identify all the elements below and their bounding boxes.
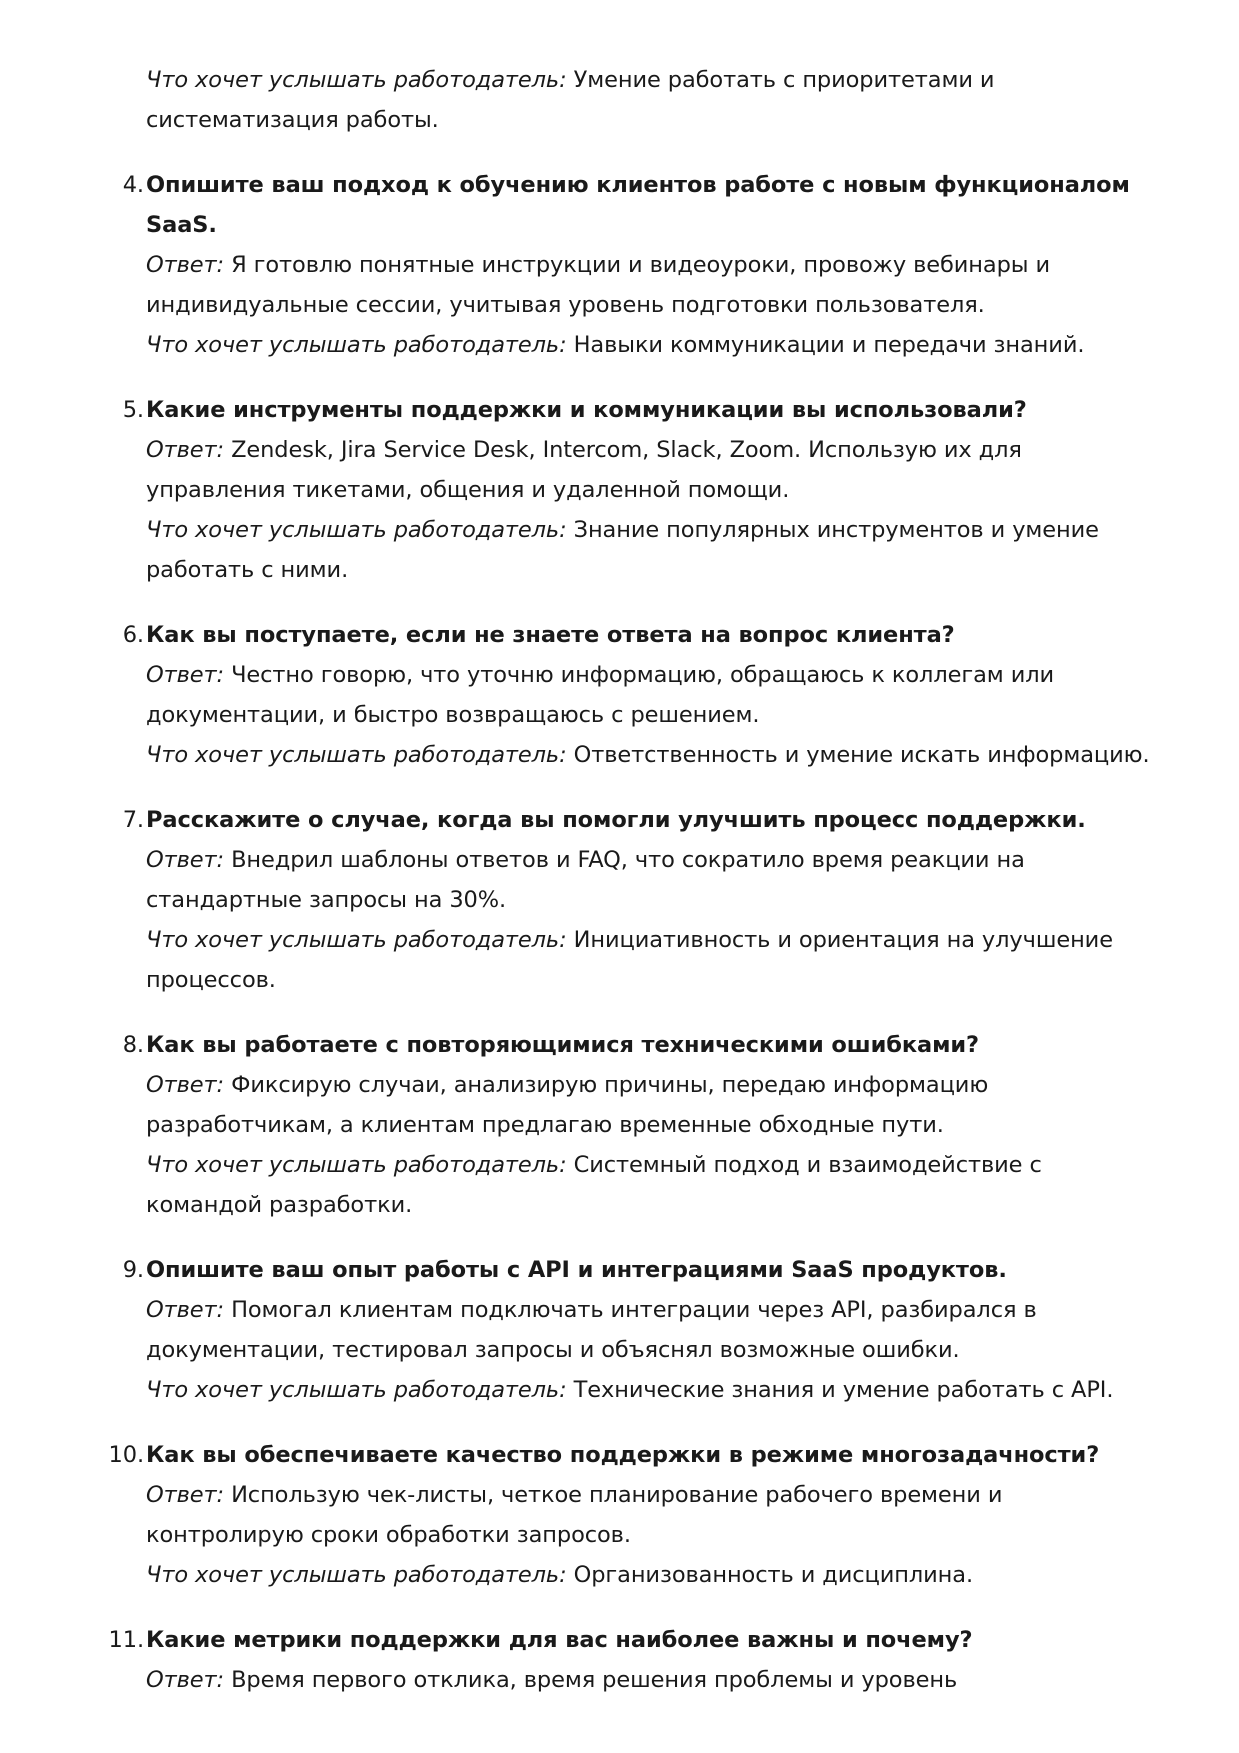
expect-text: Ответственность и умение искать информацию. <box>566 742 1150 768</box>
answer-text: Я готовлю понятные инструкции и видеоуроки, провожу вебинары и индивидуальные сессии, учитывая уровень подготовки пользователя. <box>146 252 1051 318</box>
expect-text: Технические знания и умение работать с API. <box>566 1377 1114 1403</box>
qa-number: 6. <box>122 622 144 648</box>
answer-line <box>146 655 1156 735</box>
answer-label: Ответ: <box>146 437 225 463</box>
qa-number: 5. <box>122 397 144 423</box>
qa-item <box>122 1250 1156 1410</box>
qa-number: 8. <box>122 1032 144 1058</box>
qa-number: 11. <box>108 1627 144 1653</box>
expect-line <box>146 735 1156 775</box>
answer-text: Использую чек-листы, четкое планирование рабочего времени и контролирую сроки обработки запросов. <box>146 1482 1003 1548</box>
answer-line <box>146 430 1156 510</box>
expect-line <box>146 1370 1156 1410</box>
qa-number: 4. <box>122 172 144 198</box>
expect-label: Что хочет услышать работодатель: <box>146 1152 567 1178</box>
expect-label: Что хочет услышать работодатель: <box>146 927 567 953</box>
expect-label: Что хочет услышать работодатель: <box>146 1377 567 1403</box>
answer-text: Внедрил шаблоны ответов и FAQ, что сократило время реакции на стандартные запросы на 30%. <box>146 847 1025 913</box>
question-text: Какие инструменты поддержки и коммуникации вы использовали? <box>146 397 1027 423</box>
qa-item <box>108 1620 1156 1700</box>
expect-label: Что хочет услышать работодатель: <box>146 742 567 768</box>
answer-label: Ответ: <box>146 1667 225 1693</box>
expect-line <box>146 510 1156 590</box>
answer-line <box>146 1065 1156 1145</box>
question-text: Расскажите о случае, когда вы помогли улучшить процесс поддержки. <box>146 807 1086 833</box>
question-text: Как вы работаете с повторяющимися техническими ошибками? <box>146 1032 980 1058</box>
answer-text: Zendesk, Jira Service Desk, Intercom, Slack, Zoom. Использую их для управления тикетами, общения и удаленной помощи. <box>146 437 1022 503</box>
question-text: Как вы поступаете, если не знаете ответа на вопрос клиента? <box>146 622 955 648</box>
expect-line <box>146 1555 1156 1595</box>
answer-line <box>146 1660 1156 1700</box>
answer-line <box>146 840 1156 920</box>
qa-item <box>122 390 1156 590</box>
expect-text: Организованность и дисциплина. <box>566 1562 974 1588</box>
qa-item <box>108 1435 1156 1595</box>
expect-line <box>146 920 1156 1000</box>
question-text: Опишите ваш подход к обучению клиентов работе с новым функционалом SaaS. <box>146 172 1130 238</box>
expect-line <box>146 1145 1156 1225</box>
intro-expectation <box>146 60 1156 140</box>
answer-label: Ответ: <box>146 1297 225 1323</box>
qa-number: 9. <box>122 1257 144 1283</box>
qa-number: 10. <box>108 1442 144 1468</box>
answer-text: Фиксирую случаи, анализирую причины, передаю информацию разработчикам, а клиентам предлагаю временные обходные пути. <box>146 1072 989 1138</box>
expect-text: Инициативность и ориентация на улучшение процессов. <box>146 927 1113 993</box>
qa-list <box>108 165 1156 1700</box>
question-text: Опишите ваш опыт работы с API и интеграциями SaaS продуктов. <box>146 1257 1007 1283</box>
qa-item <box>122 615 1156 775</box>
answer-label: Ответ: <box>146 662 225 688</box>
expect-text: Навыки коммуникации и передачи знаний. <box>566 332 1085 358</box>
qa-item <box>122 1025 1156 1225</box>
qa-item <box>122 165 1156 365</box>
expect-label: Что хочет услышать работодатель: <box>146 517 567 543</box>
answer-line <box>146 245 1156 325</box>
expect-text: Умение работать с приоритетами и систематизация работы. <box>146 67 995 133</box>
expect-text: Системный подход и взаимодействие с командой разработки. <box>146 1152 1042 1218</box>
qa-number: 7. <box>122 807 144 833</box>
answer-text: Честно говорю, что уточню информацию, обращаюсь к коллегам или документации, и быстро возвращаюсь с решением. <box>146 662 1055 728</box>
answer-text: Помогал клиентам подключать интеграции через API, разбирался в документации, тестировал запросы и объяснял возможные ошибки. <box>146 1297 1037 1363</box>
answer-text: Время первого отклика, время решения проблемы и уровень <box>224 1667 958 1693</box>
answer-line <box>146 1475 1156 1555</box>
expect-label: Что хочет услышать работодатель: <box>146 1562 567 1588</box>
question-text: Какие метрики поддержки для вас наиболее важны и почему? <box>146 1627 973 1653</box>
answer-label: Ответ: <box>146 252 225 278</box>
answer-label: Ответ: <box>146 1482 225 1508</box>
expect-label: Что хочет услышать работодатель: <box>146 332 567 358</box>
expect-line <box>146 325 1156 365</box>
qa-item <box>122 800 1156 1000</box>
answer-line <box>146 1290 1156 1370</box>
document-content <box>108 60 1156 1725</box>
expect-label: Что хочет услышать работодатель: <box>146 67 567 93</box>
answer-label: Ответ: <box>146 847 225 873</box>
expect-text: Знание популярных инструментов и умение работать с ними. <box>146 517 1099 583</box>
question-text: Как вы обеспечиваете качество поддержки в режиме многозадачности? <box>146 1442 1100 1468</box>
answer-label: Ответ: <box>146 1072 225 1098</box>
